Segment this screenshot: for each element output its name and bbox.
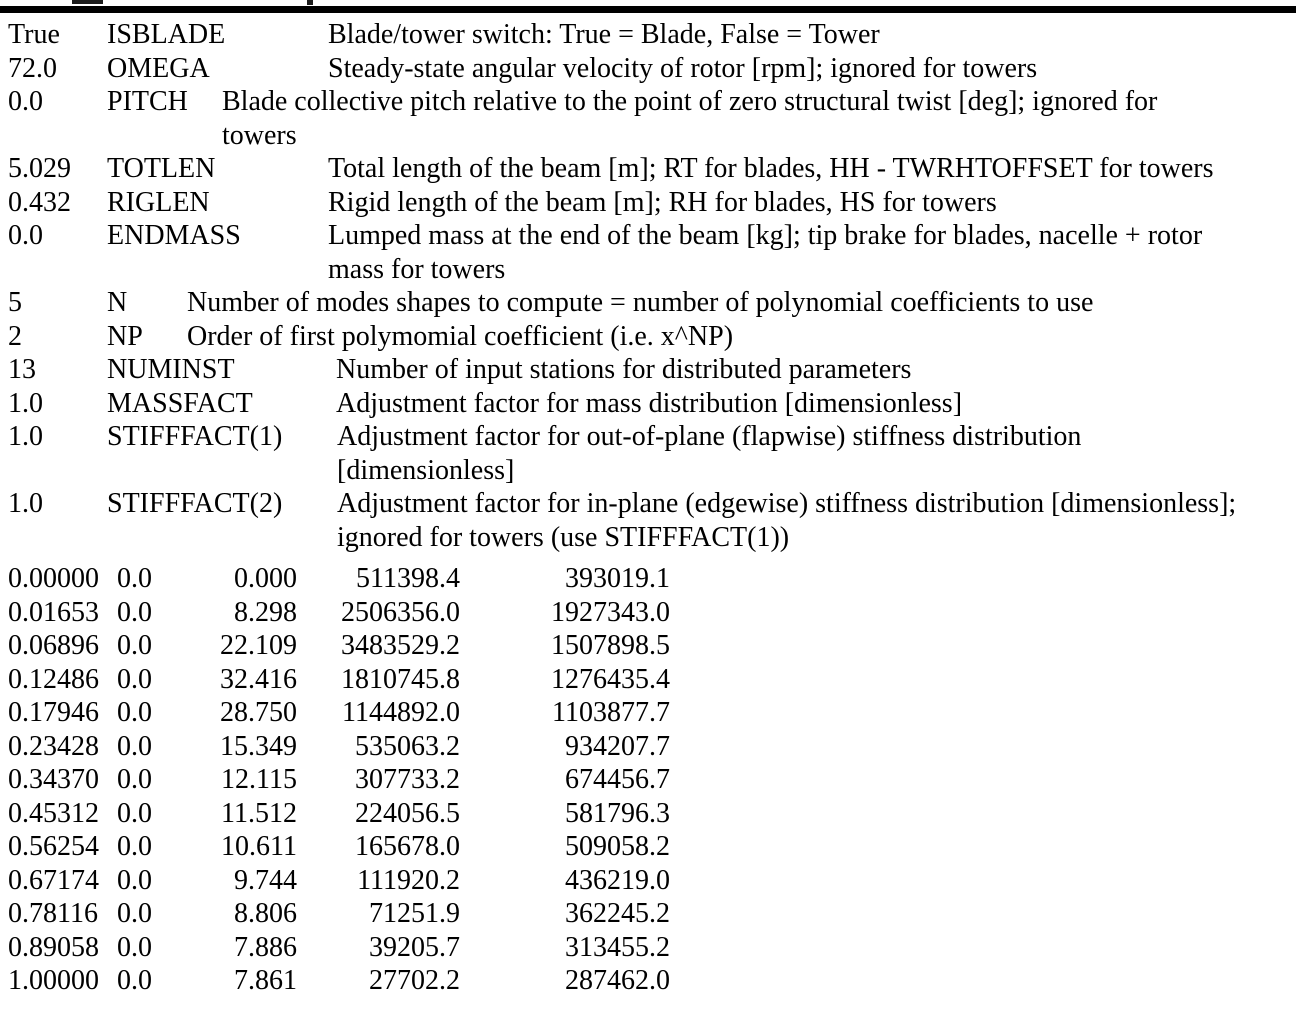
table-cell: 535063.2 [355, 730, 460, 762]
parameter-value: True [8, 19, 60, 50]
parameter-value: 2 [8, 320, 22, 352]
parameter-value: 0.0 [8, 220, 43, 251]
table-cell: 32.416 [220, 663, 297, 695]
table-cell: 15.349 [220, 730, 297, 762]
document-line [0, 353, 1296, 387]
parameter-description: Number of input stations for distributed parameters [336, 354, 912, 385]
parameter-description: ignored for towers (use STIFFFACT(1)) [337, 521, 790, 553]
table-cell: 0.0 [117, 864, 152, 896]
table-cell: 511398.4 [356, 563, 460, 594]
parameter-description: Blade/tower switch: True = Blade, False = Tower [328, 19, 880, 50]
parameter-value: 0.0 [8, 86, 43, 117]
table-cell: 0.34370 [8, 764, 99, 795]
table-cell: 1144892.0 [342, 697, 460, 728]
table-cell: 0.12486 [8, 663, 99, 695]
table-cell: 287462.0 [565, 965, 670, 996]
table-cell: 0.0 [117, 630, 152, 661]
table-cell: 313455.2 [565, 931, 670, 963]
table-cell: 7.886 [234, 931, 297, 963]
parameter-description: Blade collective pitch relative to the point of zero structural twist [deg]; ignored for [222, 86, 1158, 117]
parameter-name: NP [107, 320, 143, 352]
clipped-text-fragment [72, 0, 103, 4]
parameter-description: Adjustment factor for mass distribution [dimensionless] [336, 387, 963, 419]
table-cell: 12.115 [221, 764, 297, 795]
table-cell: 1507898.5 [551, 630, 670, 661]
document-line [0, 219, 1296, 253]
table-cell: 0.0 [117, 663, 152, 695]
table-cell: 7.861 [234, 965, 297, 996]
horizontal-rule [0, 6, 1296, 13]
table-cell: 0.78116 [8, 898, 98, 929]
table-cell: 9.744 [234, 864, 297, 896]
document-line [0, 320, 1296, 354]
table-row [0, 931, 1296, 965]
table-row [0, 897, 1296, 931]
parameter-name: MASSFACT [107, 387, 253, 419]
table-cell: 0.0 [117, 831, 152, 862]
table-cell: 0.67174 [8, 864, 99, 896]
table-cell: 27702.2 [369, 965, 460, 996]
parameter-value: 5.029 [8, 153, 71, 184]
parameter-description: Steady-state angular velocity of rotor [rpm]; ignored for towers [328, 52, 1038, 84]
table-cell: 8.806 [234, 898, 297, 929]
table-cell: 0.23428 [8, 730, 99, 762]
table-cell: 581796.3 [565, 797, 670, 829]
table-cell: 0.0 [117, 931, 152, 963]
parameter-name: ISBLADE [107, 19, 226, 50]
parameter-description: Rigid length of the beam [m]; RH for blades, HS for towers [328, 186, 997, 218]
table-row [0, 562, 1296, 596]
table-cell: 165678.0 [355, 831, 460, 862]
parameter-value: 13 [8, 354, 36, 385]
table-cell: 2506356.0 [341, 596, 460, 628]
table-cell: 28.750 [220, 697, 297, 728]
parameter-name: NUMINST [107, 354, 235, 385]
parameter-description: Total length of the beam [m]; RT for blades, HH - TWRHTOFFSET for towers [328, 153, 1214, 184]
table-row [0, 663, 1296, 697]
parameter-name: PITCH [107, 86, 188, 117]
table-cell: 509058.2 [565, 831, 670, 862]
parameter-name: ENDMASS [107, 220, 241, 251]
document-line [0, 454, 1296, 488]
table-cell: 111920.2 [357, 864, 460, 896]
table-cell: 0.17946 [8, 697, 99, 728]
table-cell: 0.0 [117, 898, 152, 929]
parameter-description: Lumped mass at the end of the beam [kg]; tip brake for blades, nacelle + rotor [328, 220, 1203, 251]
table-cell: 1927343.0 [551, 596, 670, 628]
table-cell: 0.45312 [8, 797, 99, 829]
table-cell: 22.109 [220, 630, 297, 661]
table-cell: 0.0 [117, 730, 152, 762]
table-cell: 1.00000 [8, 965, 99, 996]
parameter-description: Adjustment factor for in-plane (edgewise) stiffness distribution [dimensionless]; [337, 488, 1237, 519]
parameter-description: Adjustment factor for out-of-plane (flapwise) stiffness distribution [337, 421, 1082, 452]
table-row [0, 696, 1296, 730]
parameter-value: 1.0 [8, 488, 43, 519]
table-cell: 0.56254 [8, 831, 99, 862]
table-row [0, 596, 1296, 630]
table-cell: 934207.7 [565, 730, 670, 762]
document-line [0, 18, 1296, 52]
parameter-name: STIFFFACT(2) [107, 488, 283, 519]
parameter-value: 1.0 [8, 387, 43, 419]
parameter-name: TOTLEN [107, 153, 216, 184]
clipped-text-fragment [307, 0, 313, 5]
table-row [0, 964, 1296, 998]
parameter-name: STIFFFACT(1) [107, 421, 283, 452]
table-cell: 0.06896 [8, 630, 99, 661]
document-line [0, 521, 1296, 555]
parameter-name: N [107, 287, 128, 318]
table-cell: 0.00000 [8, 563, 99, 594]
table-cell: 362245.2 [565, 898, 670, 929]
parameter-description: Number of modes shapes to compute = number of polynomial coefficients to use [187, 287, 1094, 318]
parameter-value: 0.432 [8, 186, 71, 218]
table-cell: 1276435.4 [551, 663, 670, 695]
parameter-value: 1.0 [8, 421, 43, 452]
table-cell: 0.0 [117, 697, 152, 728]
parameter-name: OMEGA [107, 52, 210, 84]
table-cell: 0.000 [234, 563, 297, 594]
parameter-description: mass for towers [328, 253, 506, 285]
parameter-description: towers [222, 119, 297, 151]
table-cell: 8.298 [234, 596, 297, 628]
table-cell: 674456.7 [565, 764, 670, 795]
table-cell: 1103877.7 [552, 697, 670, 728]
document-line [0, 119, 1296, 153]
parameter-name: RIGLEN [107, 186, 210, 218]
table-row [0, 830, 1296, 864]
document-line [0, 387, 1296, 421]
table-cell: 3483529.2 [341, 630, 460, 661]
table-cell: 0.89058 [8, 931, 99, 963]
table-cell: 71251.9 [369, 898, 460, 929]
table-row [0, 730, 1296, 764]
table-cell: 11.512 [221, 797, 297, 829]
table-cell: 0.01653 [8, 596, 99, 628]
table-cell: 10.611 [221, 831, 297, 862]
table-cell: 307733.2 [355, 764, 460, 795]
document-line [0, 253, 1296, 287]
table-cell: 0.0 [117, 563, 152, 594]
document-line [0, 487, 1296, 521]
table-cell: 393019.1 [565, 563, 670, 594]
table-row [0, 797, 1296, 831]
table-row [0, 629, 1296, 663]
table-cell: 436219.0 [565, 864, 670, 896]
parameter-description: Order of first polymomial coefficient (i.e. x^NP) [187, 320, 734, 352]
document-line [0, 152, 1296, 186]
table-cell: 1810745.8 [341, 663, 460, 695]
table-cell: 0.0 [117, 764, 152, 795]
document-line [0, 52, 1296, 86]
table-row [0, 763, 1296, 797]
table-cell: 39205.7 [369, 931, 460, 963]
table-cell: 0.0 [117, 797, 152, 829]
parameter-value: 5 [8, 287, 22, 318]
table-row [0, 864, 1296, 898]
document-line [0, 85, 1296, 119]
table-cell: 224056.5 [355, 797, 460, 829]
table-cell: 0.0 [117, 965, 152, 996]
document-line [0, 420, 1296, 454]
document-line [0, 286, 1296, 320]
table-cell: 0.0 [117, 596, 152, 628]
document-line [0, 186, 1296, 220]
parameter-description: [dimensionless] [337, 454, 515, 486]
parameter-value: 72.0 [8, 52, 57, 84]
